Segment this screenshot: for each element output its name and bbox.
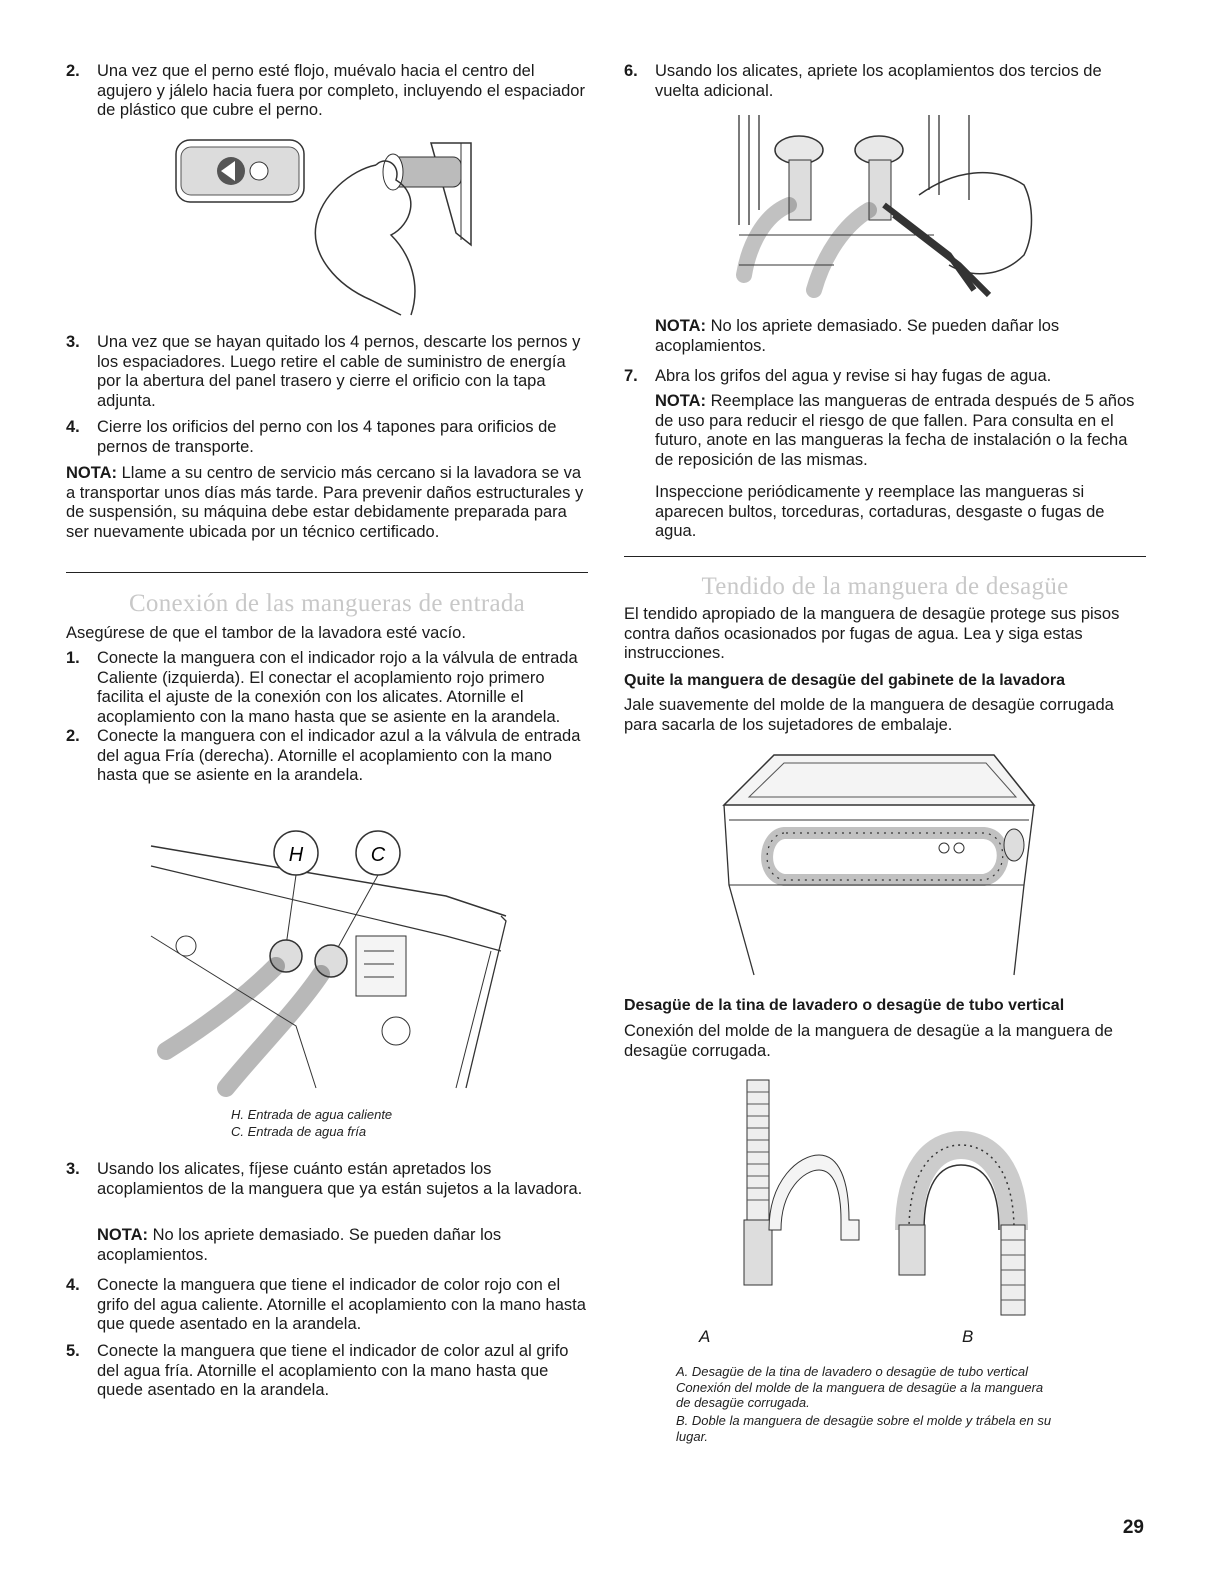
step-3-pliers xyxy=(66,1160,588,1199)
note-label: NOTA: xyxy=(655,317,707,335)
caption-cold-inlet: C. Entrada de agua fría xyxy=(231,1124,367,1139)
note-text: Reemplace las mangueras de entrada después de 5 años de uso para reducir el riesgo de que fallen. Para consulta en el futuro, anote en las mangueras la fecha de instalación o la fecha de reposición de las mismas. xyxy=(655,392,1135,469)
step-text: Cierre los orificios del perno con los 4 tapones para orificios de pernos de transporte. xyxy=(97,418,557,456)
section-heading-drain-hose: Tendido de la manguera de desagüe xyxy=(701,573,1069,600)
step-4-hot-faucet xyxy=(66,1276,588,1335)
step-number: 3. xyxy=(66,1160,80,1178)
step-5-cold-faucet xyxy=(66,1342,588,1401)
washer-drain-hose-illustration xyxy=(724,755,1039,977)
bolt-removal-illustration xyxy=(171,135,491,325)
note-transport xyxy=(66,464,588,542)
step-number: 2. xyxy=(66,727,80,745)
subhead-text: Desagüe de la tina de lavadero o desagüe de tubo vertical xyxy=(624,997,1065,1014)
step-number: 5. xyxy=(66,1342,80,1360)
note-label: NOTA: xyxy=(97,1226,149,1244)
step-2-bolt xyxy=(66,62,588,121)
step-number: 1. xyxy=(66,649,80,667)
step-number: 4. xyxy=(66,418,80,436)
note-text: No los apriete demasiado. Se pueden dañar los acoplamientos. xyxy=(655,317,1060,355)
subhead-laundry-tub xyxy=(624,996,1146,1015)
drain-hose-form-illustration xyxy=(739,1080,1039,1330)
subhead-remove-drain xyxy=(624,671,1146,690)
inspect-text: Inspeccione periódicamente y reemplace las mangueras si aparecen bultos, torceduras, cortaduras, desgaste o fugas de agua. xyxy=(655,483,1105,540)
step-number: 6. xyxy=(624,62,638,80)
step-text: Usando los alicates, apriete los acoplamientos dos tercios de vuelta adicional. xyxy=(655,62,1102,100)
step-text: Una vez que se hayan quitado los 4 pernos, descarte los pernos y los espaciadores. Luego retire el cable de suministro de energía por la abertura del panel trasero y cierre el orificio con la tapa adjunta. xyxy=(97,333,581,410)
label-h: H xyxy=(288,844,304,866)
note-label: NOTA: xyxy=(66,464,118,482)
step-text: Conecte la manguera que tiene el indicador de color azul al grifo del agua fría. Atornille el acoplamiento con la mano hasta que quede asentado en la arandela. xyxy=(97,1342,569,1399)
step-text: Una vez que el perno esté flojo, muévalo hacia el centro del agujero y jálelo hacia fuera por completo, incluyendo el espaciador de plástico que cubre el perno. xyxy=(97,62,585,119)
step-text: Conecte la manguera con el indicador azul a la válvula de entrada del agua Fría (derecha). Atornille el acoplamiento con la mano hasta que se asiente en la arandela. xyxy=(97,727,581,784)
step-3-discard xyxy=(66,333,588,411)
caption-hot-inlet: H. Entrada de agua caliente xyxy=(231,1107,393,1122)
step-2-cold xyxy=(66,727,588,786)
note-label: NOTA: xyxy=(655,392,707,410)
step-text: Abra los grifos del agua y revise si hay fugas de agua. xyxy=(655,367,1052,385)
intro-text xyxy=(66,624,588,644)
laundry-tub-para: Conexión del molde de la manguera de desagüe a la manguera de desagüe corrugada. xyxy=(624,1022,1113,1060)
step-4-plugs xyxy=(66,418,588,457)
page-number: 29 xyxy=(1122,1517,1144,1538)
caption-b: B. Doble la manguera de desagüe sobre el molde y trábela en su lugar. xyxy=(676,1413,1052,1444)
step-1-hot xyxy=(66,649,588,727)
step-number: 4. xyxy=(66,1276,80,1294)
laundry-tub-text xyxy=(624,1022,1146,1061)
note-no-overtighten xyxy=(624,317,1146,356)
inlet-valves-illustration xyxy=(146,826,516,1094)
step-number: 7. xyxy=(624,367,638,385)
caption-a: A. Desagüe de la tina de lavadero o desagüe de tubo vertical Conexión del molde de la manguera de desagüe a la manguera de desagüe corrugada. xyxy=(676,1364,1044,1410)
drain-intro xyxy=(624,605,1146,664)
step-text: Conecte la manguera que tiene el indicador de color rojo con el grifo del agua caliente. Atornille el acoplamiento con la mano hasta que quede asentado en la arandela. xyxy=(97,1276,586,1333)
step-6-tighten xyxy=(624,62,1146,101)
label-a: A xyxy=(699,1327,711,1346)
subhead-text: Quite la manguera de desagüe del gabinete de la lavadora xyxy=(624,672,1066,689)
step-number: 3. xyxy=(66,333,80,351)
note-text: No los apriete demasiado. Se pueden dañar los acoplamientos. xyxy=(97,1226,502,1264)
drain-intro-text: El tendido apropiado de la manguera de desagüe protege sus pisos contra daños ocasionados por fugas de agua. Lea y siga estas instrucciones. xyxy=(624,605,1120,662)
step-text: Usando los alicates, fíjese cuánto están apretados los acoplamientos de la manguera que ya están sujetos a la lavadora. xyxy=(97,1160,583,1198)
section-divider xyxy=(66,572,588,573)
inspect-hoses xyxy=(624,483,1146,542)
section-heading-inlet-hoses: Conexión de las mangueras de entrada xyxy=(128,590,526,617)
pliers-faucet-illustration xyxy=(734,115,1044,305)
note-text: Llame a su centro de servicio más cercano si la lavadora se va a transportar unos días más tarde. Para prevenir daños estructurales y de suspensión, su máquina debe estar debidamente preparada para ser nuevamente ubicada por un técnico certificado. xyxy=(66,464,584,541)
note-replace-hoses xyxy=(624,392,1146,470)
label-c: C xyxy=(370,844,386,866)
note-overtighten xyxy=(66,1226,588,1265)
step-text: Conecte la manguera con el indicador rojo a la válvula de entrada Caliente (izquierda). El conectar el acoplamiento rojo primero facilita el ajuste de la conexión con los alicates. Atornille el acoplamiento con la mano hasta que se asiente en la arandela. xyxy=(97,649,578,726)
remove-drain-para: Jale suavemente del molde de la manguera de desagüe corrugada para sacarla de los sujetadores de embalaje. xyxy=(624,696,1114,734)
step-7-check-leaks xyxy=(624,367,1146,387)
intro: Asegúrese de que el tambor de la lavadora esté vacío. xyxy=(66,624,466,642)
remove-drain-text xyxy=(624,696,1146,735)
section-divider xyxy=(624,556,1146,557)
step-number: 2. xyxy=(66,62,80,80)
label-b: B xyxy=(962,1327,974,1346)
